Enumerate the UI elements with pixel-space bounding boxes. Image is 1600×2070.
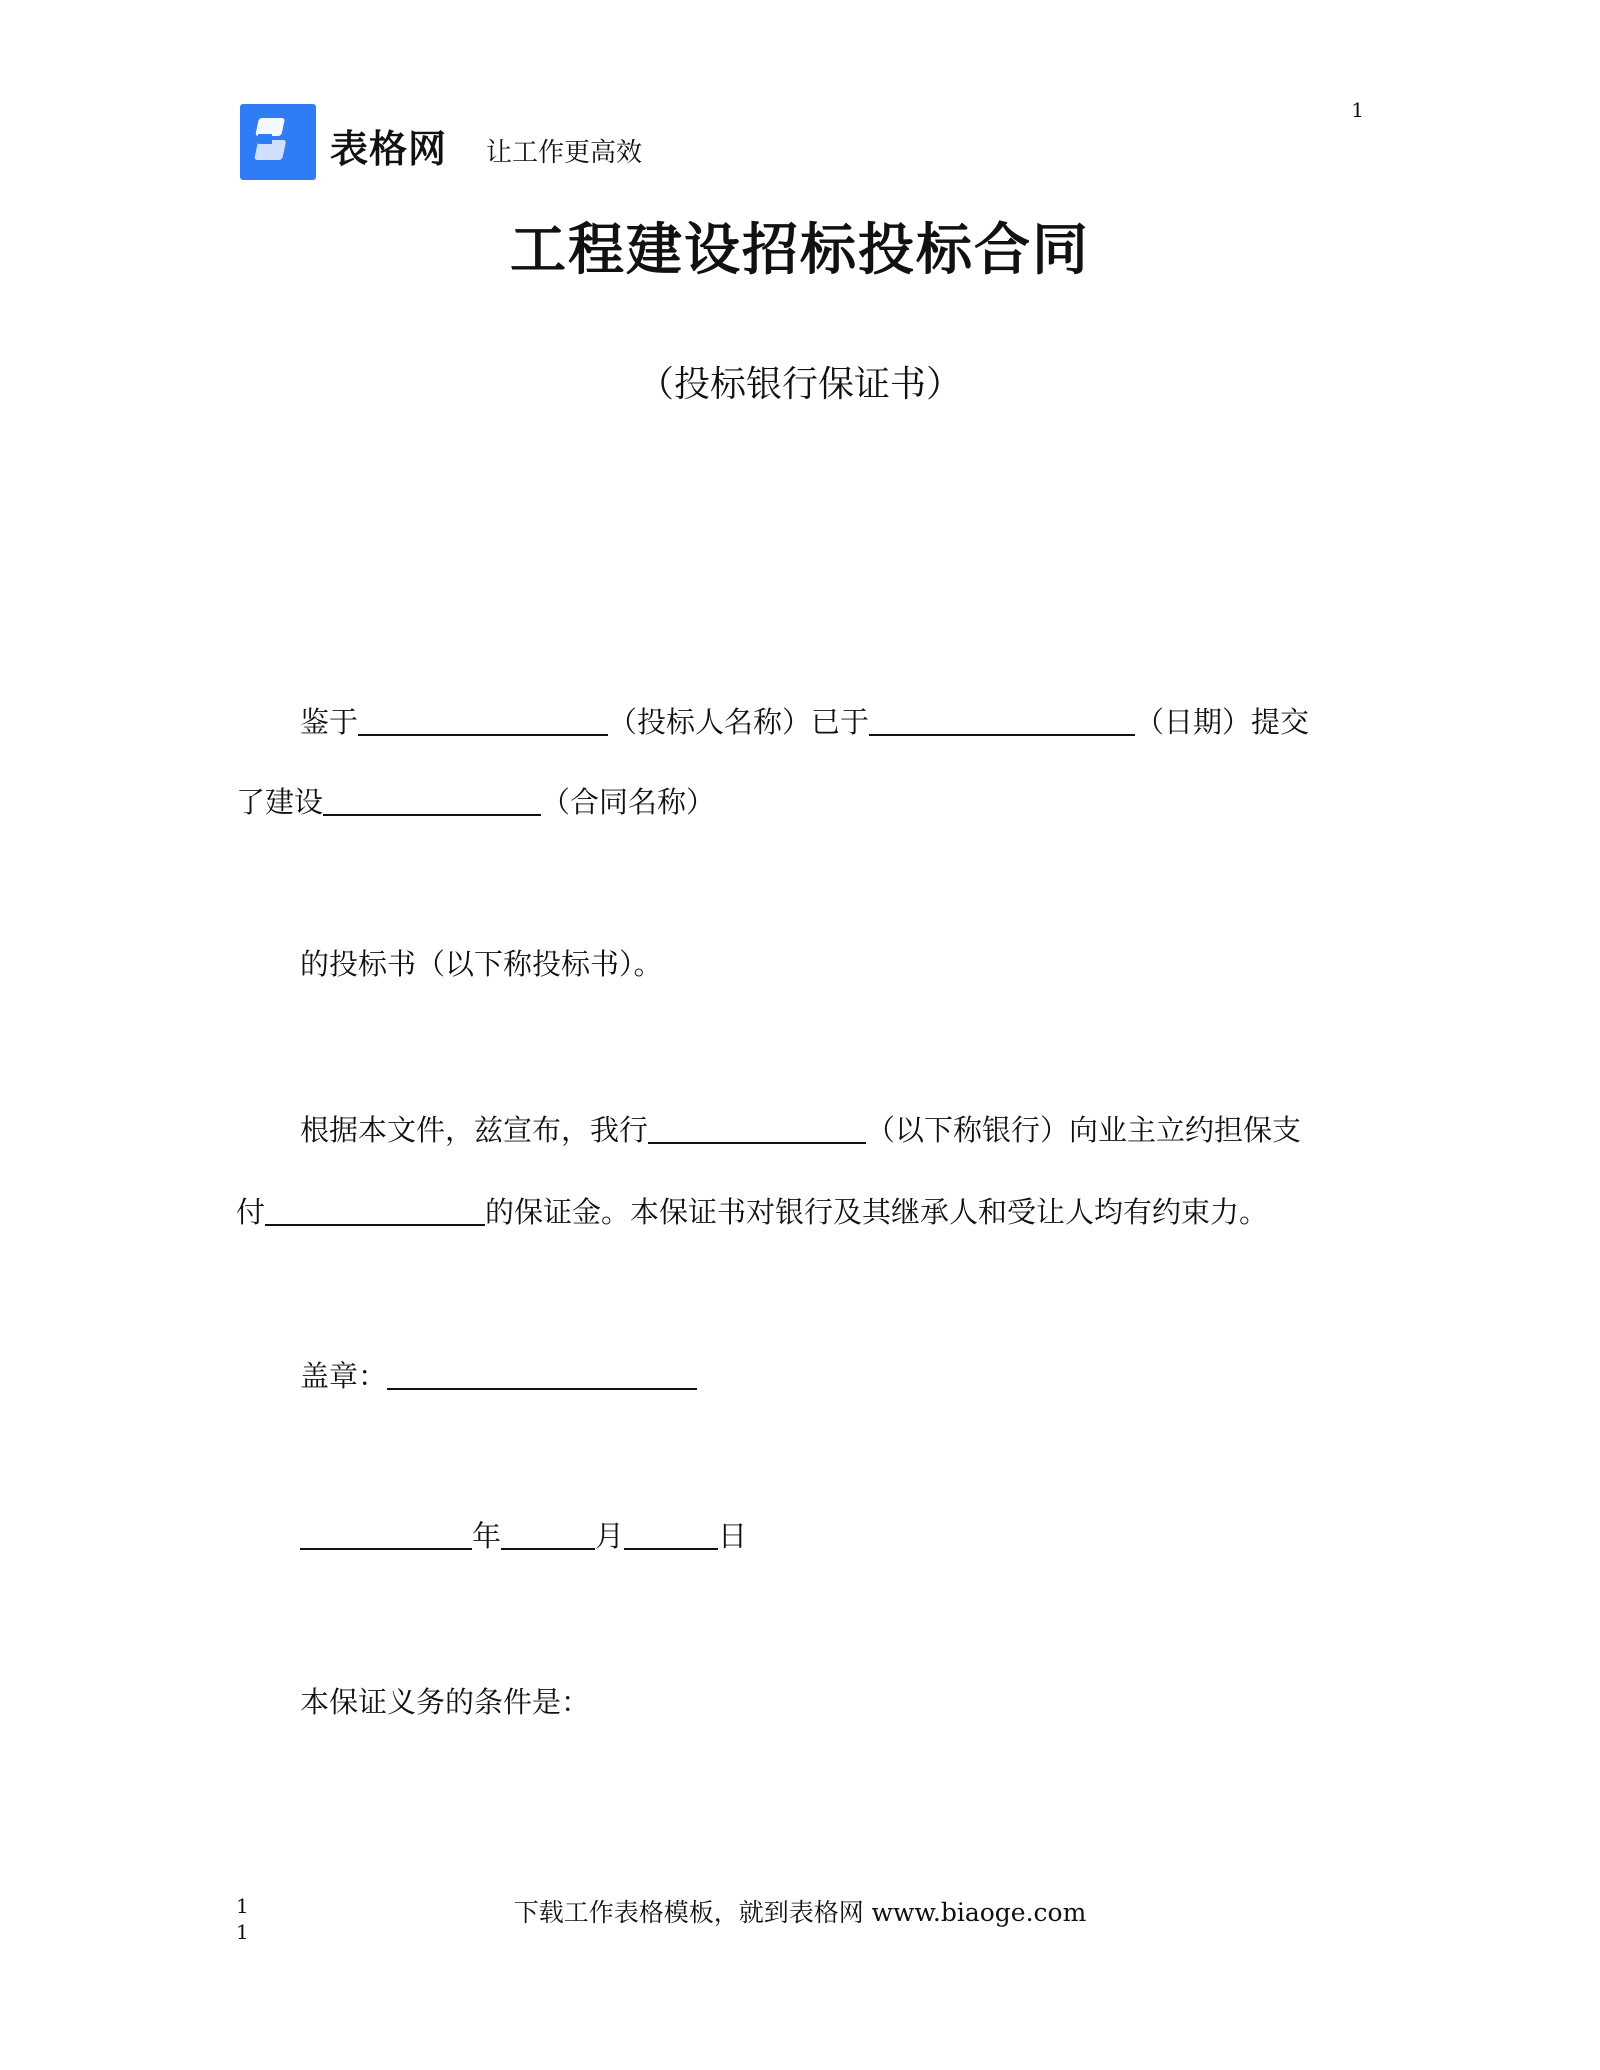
seal-blank[interactable] (387, 1358, 697, 1390)
day-blank[interactable] (624, 1518, 718, 1550)
month-blank[interactable] (501, 1518, 595, 1550)
paragraph-3: 的投标书（以下称投标书）。 (300, 947, 663, 981)
para2-text-2: （合同名称） (541, 785, 716, 819)
para5-text-2: 的保证金。本保证书对银行及其继承人和受让人均有约束力。 (485, 1195, 1269, 1229)
conditions-line: 本保证义务的条件是： (300, 1685, 591, 1719)
paragraph-5 (236, 1190, 1268, 1231)
amount-blank[interactable] (265, 1194, 485, 1226)
page-number: 1 (1351, 98, 1364, 122)
paragraph-1 (300, 700, 1309, 741)
date-blank[interactable] (869, 704, 1135, 736)
seal-line (300, 1354, 697, 1395)
footer-text: 下载工作表格模板，就到表格网 www.biaoge.com (513, 1898, 1087, 1927)
date-line (300, 1514, 747, 1555)
bank-name-blank[interactable] (648, 1112, 866, 1144)
document-subtitle: （投标银行保证书） (637, 364, 962, 405)
year-label: 年 (472, 1519, 502, 1553)
brand-name: 表格网 (330, 127, 448, 171)
brand-tagline: 让工作更高效 (486, 138, 643, 168)
biaoge-logo-icon (240, 104, 316, 180)
para1-text-2: （投标人名称）已于 (608, 705, 870, 739)
para1-text-1: 鉴于 (300, 705, 359, 739)
para4-text-2: （以下称银行）向业主立约担保支 (866, 1113, 1302, 1147)
document-title: 工程建设招标投标合同 (510, 218, 1090, 283)
bidder-name-blank[interactable] (358, 704, 608, 736)
seal-label: 盖章： (300, 1359, 388, 1393)
day-label: 日 (718, 1519, 748, 1553)
year-blank[interactable] (300, 1518, 472, 1550)
para4-text-1: 根据本文件，兹宣布，我行 (300, 1113, 649, 1147)
month-label: 月 (595, 1519, 625, 1553)
paragraph-4 (300, 1108, 1301, 1149)
para2-text-1: 了建设 (236, 785, 324, 819)
footer-number-2: 1 (236, 1920, 249, 1944)
contract-name-blank[interactable] (323, 784, 541, 816)
para1-text-3: （日期）提交 (1135, 705, 1310, 739)
footer-number-1: 1 (236, 1894, 249, 1918)
paragraph-2 (236, 780, 715, 821)
para5-text-1: 付 (236, 1195, 266, 1229)
